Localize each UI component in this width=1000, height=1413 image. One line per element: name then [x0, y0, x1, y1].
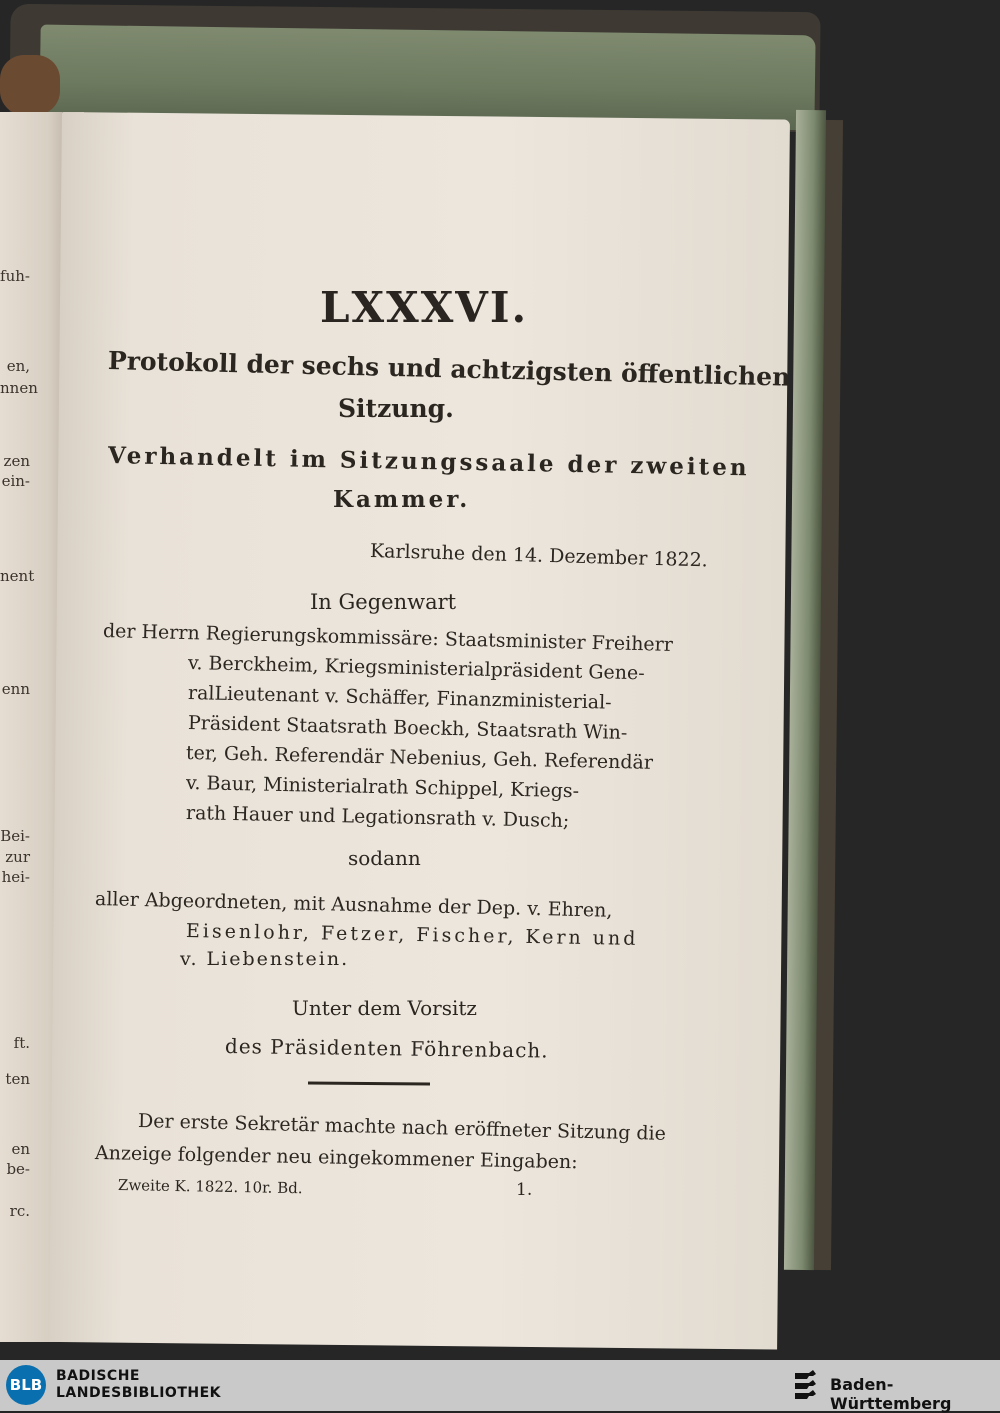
margin-fragment: be-: [6, 1160, 30, 1178]
blb-logo-icon[interactable]: BLB: [6, 1365, 46, 1405]
torn-leather-corner: [0, 55, 60, 115]
margin-fragment: ten: [5, 1070, 30, 1088]
margin-fragment: en: [11, 1140, 30, 1158]
page-mark: 1.: [516, 1180, 533, 1200]
deputies-line: Eisenlohr, Fetzer, Fischer, Kern und: [185, 920, 639, 950]
body-line: Anzeige folgender neu eingekommener Eingaben:: [94, 1142, 578, 1174]
chair-line: Unter dem Vorsitz: [292, 996, 477, 1020]
subtitle-line: Kammer.: [333, 486, 471, 513]
margin-fragment: Bei-: [0, 827, 30, 845]
presence-line: ter, Geh. Referendär Nebenius, Geh. Referendär: [185, 742, 654, 774]
deputies-line: aller Abgeordneten, mit Ausnahme der Dep. v. Ehren,: [94, 888, 613, 922]
baden-wuerttemberg-label[interactable]: Baden-Württemberg: [830, 1375, 952, 1413]
presence-line: Präsident Staatsrath Boeckh, Staatsrath Win-: [187, 712, 628, 744]
margin-fragment: nent: [0, 567, 35, 585]
margin-fragment: ein-: [1, 472, 30, 490]
margin-fragment: zur: [5, 848, 30, 866]
margin-fragment: zen: [3, 452, 30, 470]
title-line: Sitzung.: [338, 394, 454, 423]
margin-fragment: en,: [6, 357, 30, 375]
margin-fragment: nnen: [0, 379, 38, 397]
signature-mark: Zweite K. 1822. 10r. Bd.: [117, 1176, 303, 1198]
body-line: Der erste Sekretär machte nach eröffneter Sitzung die: [137, 1110, 667, 1145]
chapter-heading: LXXXVI.: [320, 283, 529, 332]
place-date: Karlsruhe den 14. Dezember 1822.: [369, 540, 709, 572]
deputies-line: v. Liebenstein.: [180, 948, 350, 970]
presence-line: ralLieutenant v. Schäffer, Finanzministerial-: [187, 682, 612, 714]
margin-fragment: rc.: [9, 1202, 30, 1220]
margin-fragment: enn: [1, 680, 30, 698]
blb-name-line: LANDESBIBLIOTHEK: [56, 1385, 222, 1401]
blb-name-line: BADISCHE: [56, 1368, 140, 1384]
blb-library-name[interactable]: [56, 1368, 221, 1402]
chair-line: des Präsidenten Föhrenbach.: [224, 1034, 549, 1063]
presence-heading: In Gegenwart: [310, 590, 457, 614]
sodann-label: sodann: [348, 846, 421, 870]
margin-fragment: hei-: [1, 868, 30, 886]
baden-wuerttemberg-lions-icon: [792, 1367, 820, 1403]
presence-line: der Herrn Regierungskommissäre: Staatsminister Freiherr: [102, 620, 674, 656]
margin-fragment: fuh-: [0, 267, 30, 285]
presence-line: rath Hauer und Legationsrath v. Dusch;: [185, 802, 570, 833]
subtitle-line: Verhandelt im Sitzungssaale der zweiten: [107, 442, 750, 482]
title-line: Protokoll der sechs und achtzigsten öffentlichen: [107, 346, 791, 392]
margin-fragment: ft.: [13, 1034, 30, 1052]
presence-line: v. Baur, Ministerialrath Schippel, Kriegs-: [185, 772, 580, 803]
presence-line: v. Berckheim, Kriegsministerialpräsident Gene-: [187, 652, 645, 685]
